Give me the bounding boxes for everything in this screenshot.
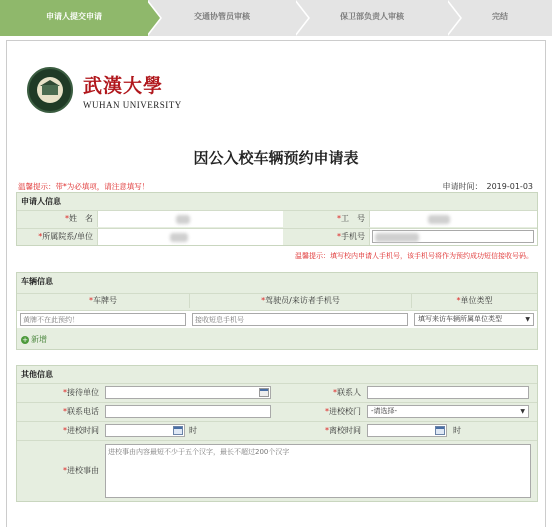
reason-textarea[interactable] bbox=[105, 444, 531, 498]
phone-hint: 温馨提示：填写校内申请人手机号，该手机号将作为预约成功短信接收号码。 bbox=[295, 252, 533, 260]
dept-label: *所属院系/单位 bbox=[38, 232, 93, 241]
enter-time-label: *进校时间 bbox=[63, 426, 99, 435]
name-value bbox=[97, 211, 283, 227]
plate-input[interactable] bbox=[20, 313, 186, 326]
contact-phone-input[interactable] bbox=[105, 405, 271, 418]
leave-time-label: *离校时间 bbox=[325, 426, 361, 435]
section-title: 车辆信息 bbox=[21, 277, 53, 286]
page-title: 因公入校车辆预约申请表 bbox=[193, 149, 359, 167]
progress-steps bbox=[0, 0, 552, 36]
phone-value bbox=[369, 229, 537, 245]
name-label: *姓 名 bbox=[65, 214, 93, 223]
plate-column-header: *车牌号 bbox=[89, 296, 117, 305]
calendar-icon[interactable] bbox=[435, 426, 445, 435]
dept-value bbox=[97, 229, 283, 245]
lookup-icon[interactable] bbox=[259, 388, 269, 397]
calendar-icon[interactable] bbox=[173, 426, 183, 435]
employee-id-label: *工 号 bbox=[337, 214, 365, 223]
other-info-section bbox=[16, 365, 538, 502]
form-page bbox=[6, 40, 546, 527]
chevron-down-icon: ▼ bbox=[525, 316, 530, 323]
unit-type-column-header: *单位类型 bbox=[411, 294, 537, 308]
step-complete: 完结 bbox=[492, 12, 508, 21]
gate-select[interactable]: -请选择- ▼ bbox=[367, 405, 529, 418]
gate-label: *进校校门 bbox=[325, 407, 361, 416]
step-security-review: 保卫部负责人审核 bbox=[340, 12, 404, 21]
host-unit-input[interactable] bbox=[105, 386, 271, 399]
required-hint: 温馨提示：带*为必填项，请注意填写！ bbox=[18, 182, 150, 191]
employee-id-value bbox=[369, 211, 537, 227]
reason-label: *进校事由 bbox=[63, 466, 99, 475]
add-vehicle-button[interactable]: + 新增 bbox=[22, 335, 47, 344]
phone-input[interactable] bbox=[372, 230, 534, 243]
contact-input[interactable] bbox=[367, 386, 529, 399]
section-title: 其他信息 bbox=[21, 370, 53, 379]
chevron-down-icon: ▼ bbox=[520, 408, 525, 415]
vehicle-section bbox=[16, 272, 538, 350]
host-unit-label: *接待单位 bbox=[63, 388, 99, 397]
step-traffic-review: 交通协管员审核 bbox=[194, 12, 250, 21]
contact-phone-label: *联系电话 bbox=[63, 407, 99, 416]
request-date: 申请时间： 2019-01-03 bbox=[442, 182, 533, 191]
applicant-section bbox=[16, 192, 538, 246]
step-submit: 申请人提交申请 bbox=[0, 0, 148, 36]
driver-phone-input[interactable] bbox=[192, 313, 408, 326]
phone-label: *手机号 bbox=[337, 232, 365, 241]
contact-label: *联系人 bbox=[333, 388, 361, 397]
plus-icon: + bbox=[22, 336, 28, 344]
enter-hour-unit: 时 bbox=[189, 426, 197, 435]
leave-hour-unit: 时 bbox=[453, 426, 461, 435]
section-title: 申请人信息 bbox=[21, 197, 61, 206]
unit-type-select[interactable]: 填写来访车辆所属单位类型 ▼ bbox=[414, 313, 534, 326]
logo-en-name: WUHAN UNIVERSITY bbox=[83, 100, 182, 110]
logo-cn-name: 武漢大學 bbox=[83, 75, 164, 97]
university-seal-icon bbox=[27, 67, 73, 113]
university-logo bbox=[27, 67, 187, 117]
driver-column-header: *驾驶员/来访者手机号 bbox=[189, 294, 411, 308]
